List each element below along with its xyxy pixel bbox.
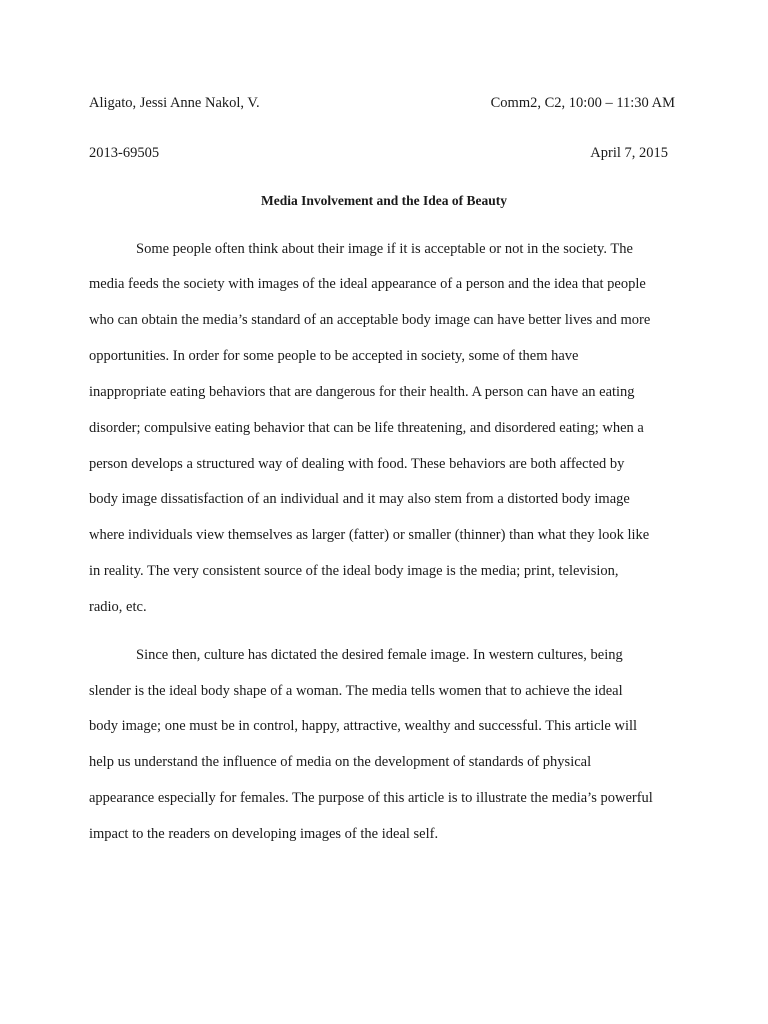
- paragraph-1-line: radio, etc.: [89, 599, 147, 615]
- paragraph-1-line: media feeds the society with images of the ideal appearance of a person and the idea that people: [89, 276, 646, 292]
- paragraph-2-line: help us understand the influence of media on the development of standards of physical: [89, 754, 592, 770]
- paragraph-2-line: impact to the readers on developing images of the ideal self.: [89, 826, 439, 842]
- document-date: April 7, 2015: [590, 145, 668, 161]
- paragraph-1-line: where individuals view themselves as larger (fatter) or smaller (thinner) than what they look like: [89, 527, 650, 543]
- student-number: 2013-69505: [89, 145, 160, 161]
- paragraph-1-line: person develops a structured way of dealing with food. These behaviors are both affected by: [89, 456, 625, 472]
- paragraph-1-line: body image dissatisfaction of an individual and it may also stem from a distorted body image: [89, 491, 630, 507]
- author-name: Aligato, Jessi Anne Nakol, V.: [89, 95, 260, 111]
- paragraph-2-line: slender is the ideal body shape of a woman. The media tells women that to achieve the ideal: [89, 683, 623, 699]
- paragraph-1-line: disorder; compulsive eating behavior that can be life threatening, and disordered eating; when a: [89, 420, 644, 436]
- paragraph-1-line: inappropriate eating behaviors that are dangerous for their health. A person can have an eating: [89, 384, 635, 400]
- paragraph-2-line: Since then, culture has dictated the desired female image. In western cultures, being: [136, 647, 623, 663]
- paragraph-2-line: body image; one must be in control, happy, attractive, wealthy and successful. This article will: [89, 718, 638, 734]
- course-schedule: Comm2, C2, 10:00 – 11:30 AM: [490, 95, 675, 111]
- document-title: Media Involvement and the Idea of Beauty: [261, 193, 507, 208]
- paragraph-1-line: in reality. The very consistent source of the ideal body image is the media; print, television,: [89, 563, 619, 579]
- paragraph-1-line: opportunities. In order for some people to be accepted in society, some of them have: [89, 348, 579, 364]
- paragraph-1-line: Some people often think about their image if it is acceptable or not in the society. The: [136, 241, 633, 257]
- paragraph-1-line: who can obtain the media’s standard of an acceptable body image can have better lives and more: [89, 312, 651, 328]
- paragraph-2-line: appearance especially for females. The purpose of this article is to illustrate the media’s powerful: [89, 790, 653, 806]
